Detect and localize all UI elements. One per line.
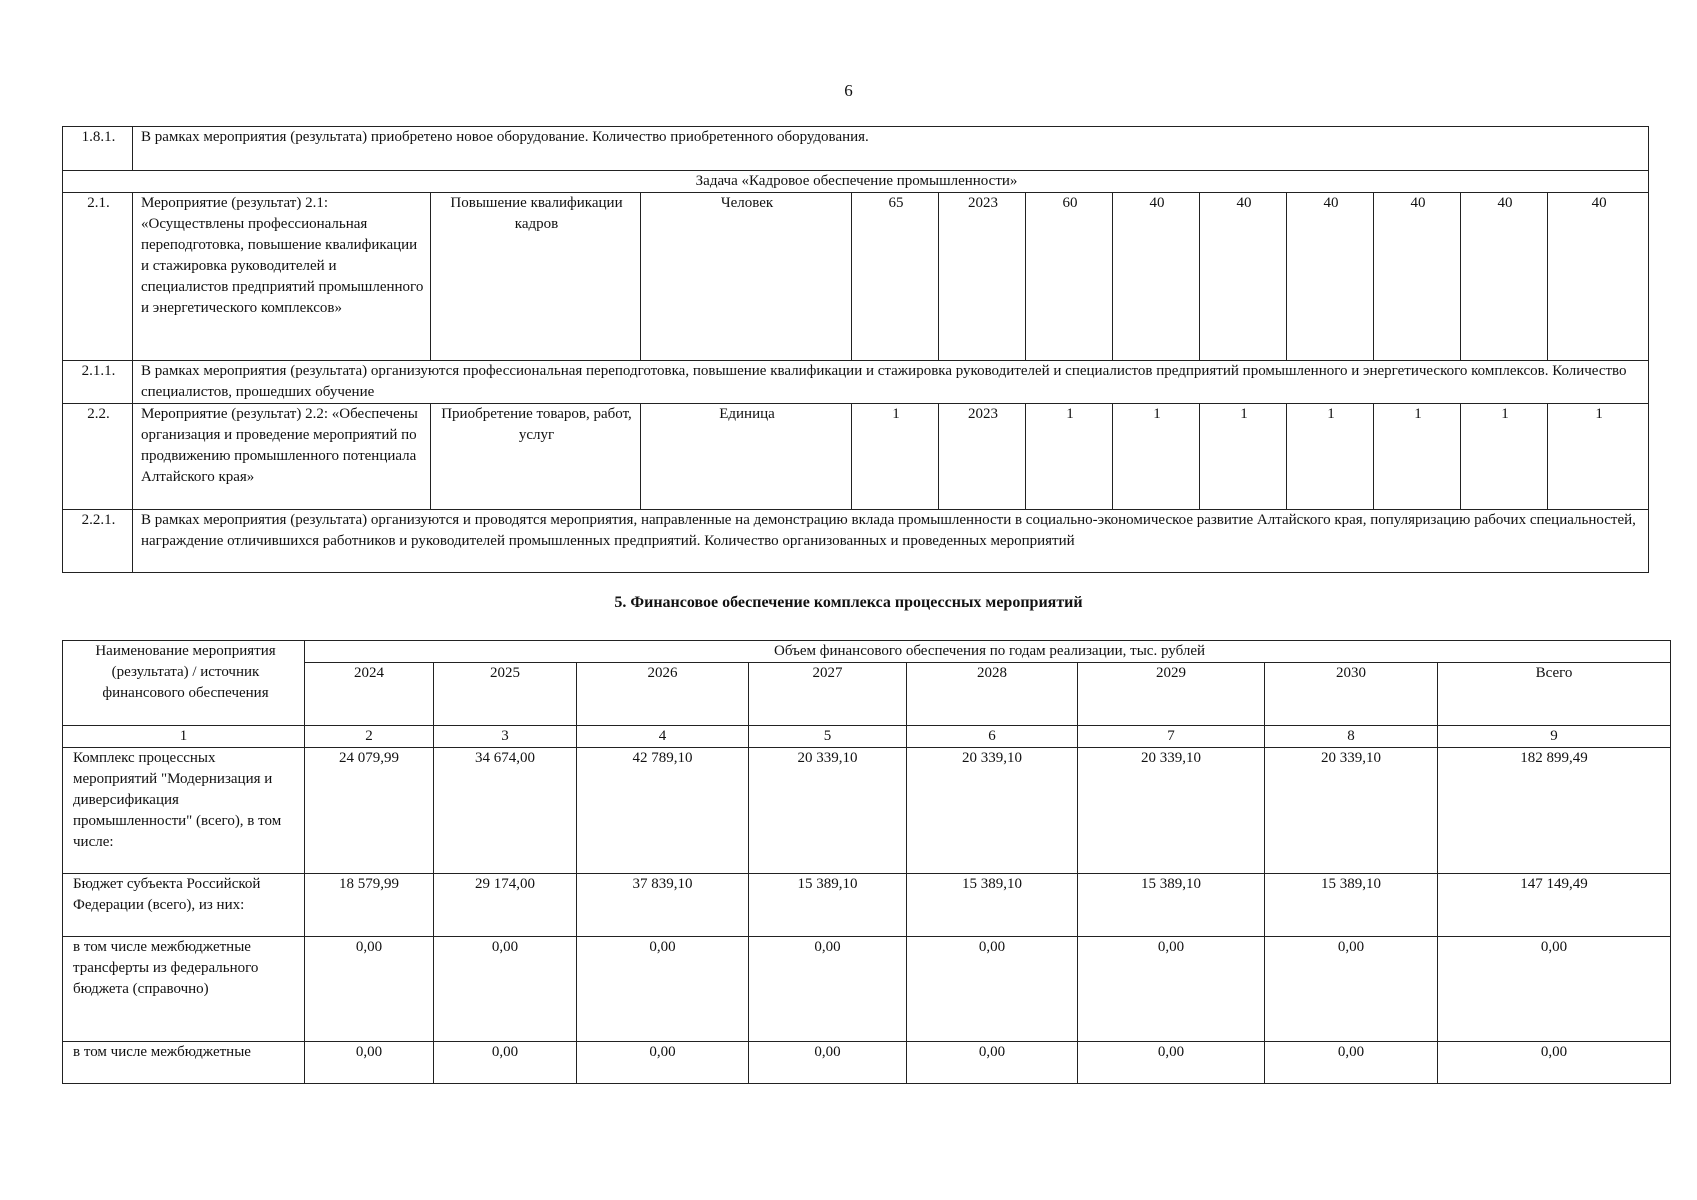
section-title: 5. Финансовое обеспечение комплекса процессных мероприятий bbox=[614, 594, 1083, 611]
results-table bbox=[62, 126, 1649, 573]
finance-row bbox=[63, 748, 1671, 874]
amount-cell: 0,00 bbox=[1078, 1042, 1265, 1084]
value-cell: 1 bbox=[1374, 404, 1461, 510]
column-number: 4 bbox=[577, 726, 749, 748]
measure-type: Повышение квалификации кадров bbox=[431, 193, 641, 361]
value-cell: 40 bbox=[1113, 193, 1200, 361]
column-number: 9 bbox=[1438, 726, 1671, 748]
total-cell: 0,00 bbox=[1438, 937, 1671, 1042]
row-description: В рамках мероприятия (результата) организуются и проводятся мероприятия, направленные на демонстрацию вклада промышленности в социально-экономическое развитие Алтайского края, популяризацию рабочих специальностей, награждение отличившихся работников и руководителей промышленных предприятий. Количество организованных и проведенных мероприятий bbox=[133, 510, 1649, 573]
task-row bbox=[63, 171, 1649, 193]
value-cell: 40 bbox=[1374, 193, 1461, 361]
amount-cell: 42 789,10 bbox=[577, 748, 749, 874]
year-header: 2029 bbox=[1078, 663, 1265, 726]
finance-row bbox=[63, 1042, 1671, 1084]
value-cell: 40 bbox=[1287, 193, 1374, 361]
total-cell: 147 149,49 bbox=[1438, 874, 1671, 937]
measure-unit: Человек bbox=[641, 193, 852, 361]
amount-cell: 15 389,10 bbox=[749, 874, 907, 937]
value-cell: 65 bbox=[852, 193, 939, 361]
measure-name: Мероприятие (результат) 2.1: «Осуществлены профессиональная переподготовка, повышение квалификации и стажировка руководителей и специалистов предприятий промышленного и энергетического комплексов» bbox=[133, 193, 431, 361]
header-name: Наименование мероприятия (результата) / источник финансового обеспечения bbox=[63, 641, 305, 726]
value-cell: 40 bbox=[1548, 193, 1649, 361]
year-header: 2025 bbox=[434, 663, 577, 726]
row-number: 2.1. bbox=[63, 193, 133, 361]
amount-cell: 20 339,10 bbox=[749, 748, 907, 874]
amount-cell: 37 839,10 bbox=[577, 874, 749, 937]
finance-header-row bbox=[63, 641, 1671, 663]
amount-cell: 0,00 bbox=[577, 1042, 749, 1084]
total-cell: 182 899,49 bbox=[1438, 748, 1671, 874]
value-cell: 1 bbox=[1287, 404, 1374, 510]
result-row-2-1 bbox=[63, 193, 1649, 361]
row-number: 2.2. bbox=[63, 404, 133, 510]
year-header: 2024 bbox=[305, 663, 434, 726]
amount-cell: 29 174,00 bbox=[434, 874, 577, 937]
result-row-2-2 bbox=[63, 404, 1649, 510]
amount-cell: 0,00 bbox=[749, 1042, 907, 1084]
row-number: 1.8.1. bbox=[63, 127, 133, 171]
column-number: 8 bbox=[1265, 726, 1438, 748]
amount-cell: 15 389,10 bbox=[907, 874, 1078, 937]
amount-cell: 0,00 bbox=[907, 1042, 1078, 1084]
column-numbers-row bbox=[63, 726, 1671, 748]
column-number: 6 bbox=[907, 726, 1078, 748]
finance-years-row bbox=[63, 663, 1671, 726]
value-cell: 40 bbox=[1461, 193, 1548, 361]
value-cell: 1 bbox=[1113, 404, 1200, 510]
amount-cell: 20 339,10 bbox=[1265, 748, 1438, 874]
amount-cell: 0,00 bbox=[1265, 937, 1438, 1042]
amount-cell: 0,00 bbox=[305, 937, 434, 1042]
value-cell: 2023 bbox=[939, 404, 1026, 510]
amount-cell: 0,00 bbox=[434, 1042, 577, 1084]
value-cell: 60 bbox=[1026, 193, 1113, 361]
source-name: в том числе межбюджетные bbox=[63, 1042, 305, 1084]
year-header: 2030 bbox=[1265, 663, 1438, 726]
finance-row bbox=[63, 874, 1671, 937]
amount-cell: 0,00 bbox=[1078, 937, 1265, 1042]
year-header: 2026 bbox=[577, 663, 749, 726]
amount-cell: 0,00 bbox=[577, 937, 749, 1042]
year-header: 2028 bbox=[907, 663, 1078, 726]
amount-cell: 20 339,10 bbox=[907, 748, 1078, 874]
value-cell: 1 bbox=[1026, 404, 1113, 510]
value-cell: 1 bbox=[1200, 404, 1287, 510]
source-name: Комплекс процессных мероприятий "Модернизация и диверсификация промышленности" (всего), в том числе: bbox=[63, 748, 305, 874]
total-header: Всего bbox=[1438, 663, 1671, 726]
column-number: 2 bbox=[305, 726, 434, 748]
measure-name: Мероприятие (результат) 2.2: «Обеспечены организация и проведение мероприятий по продвижению промышленного потенциала Алтайского края» bbox=[133, 404, 431, 510]
row-number: 2.2.1. bbox=[63, 510, 133, 573]
result-row-2-1-1 bbox=[63, 361, 1649, 404]
amount-cell: 18 579,99 bbox=[305, 874, 434, 937]
row-description: В рамках мероприятия (результата) приобретено новое оборудование. Количество приобретенного оборудования. bbox=[133, 127, 1649, 171]
total-cell: 0,00 bbox=[1438, 1042, 1671, 1084]
amount-cell: 0,00 bbox=[907, 937, 1078, 1042]
header-volume: Объем финансового обеспечения по годам реализации, тыс. рублей bbox=[305, 641, 1671, 663]
value-cell: 1 bbox=[852, 404, 939, 510]
amount-cell: 15 389,10 bbox=[1078, 874, 1265, 937]
page-number: 6 bbox=[844, 81, 853, 100]
finance-row bbox=[63, 937, 1671, 1042]
amount-cell: 0,00 bbox=[305, 1042, 434, 1084]
row-number: 2.1.1. bbox=[63, 361, 133, 404]
amount-cell: 15 389,10 bbox=[1265, 874, 1438, 937]
value-cell: 1 bbox=[1461, 404, 1548, 510]
column-number: 5 bbox=[749, 726, 907, 748]
row-description: В рамках мероприятия (результата) организуются профессиональная переподготовка, повышение квалификации и стажировка руководителей и специалистов предприятий промышленного и энергетического комплексов. Количество специалистов, прошедших обучение bbox=[133, 361, 1649, 404]
source-name: Бюджет субъекта Российской Федерации (всего), из них: bbox=[63, 874, 305, 937]
result-row-2-2-1 bbox=[63, 510, 1649, 573]
value-cell: 40 bbox=[1200, 193, 1287, 361]
year-header: 2027 bbox=[749, 663, 907, 726]
measure-unit: Единица bbox=[641, 404, 852, 510]
column-number: 3 bbox=[434, 726, 577, 748]
finance-table bbox=[62, 640, 1671, 1084]
amount-cell: 0,00 bbox=[1265, 1042, 1438, 1084]
result-row-1-8-1 bbox=[63, 127, 1649, 171]
measure-type: Приобретение товаров, работ, услуг bbox=[431, 404, 641, 510]
value-cell: 2023 bbox=[939, 193, 1026, 361]
column-number: 7 bbox=[1078, 726, 1265, 748]
task-title: Задача «Кадровое обеспечение промышленности» bbox=[63, 171, 1649, 193]
column-number: 1 bbox=[63, 726, 305, 748]
amount-cell: 0,00 bbox=[749, 937, 907, 1042]
amount-cell: 0,00 bbox=[434, 937, 577, 1042]
amount-cell: 24 079,99 bbox=[305, 748, 434, 874]
amount-cell: 20 339,10 bbox=[1078, 748, 1265, 874]
source-name: в том числе межбюджетные трансферты из федерального бюджета (справочно) bbox=[63, 937, 305, 1042]
value-cell: 1 bbox=[1548, 404, 1649, 510]
amount-cell: 34 674,00 bbox=[434, 748, 577, 874]
